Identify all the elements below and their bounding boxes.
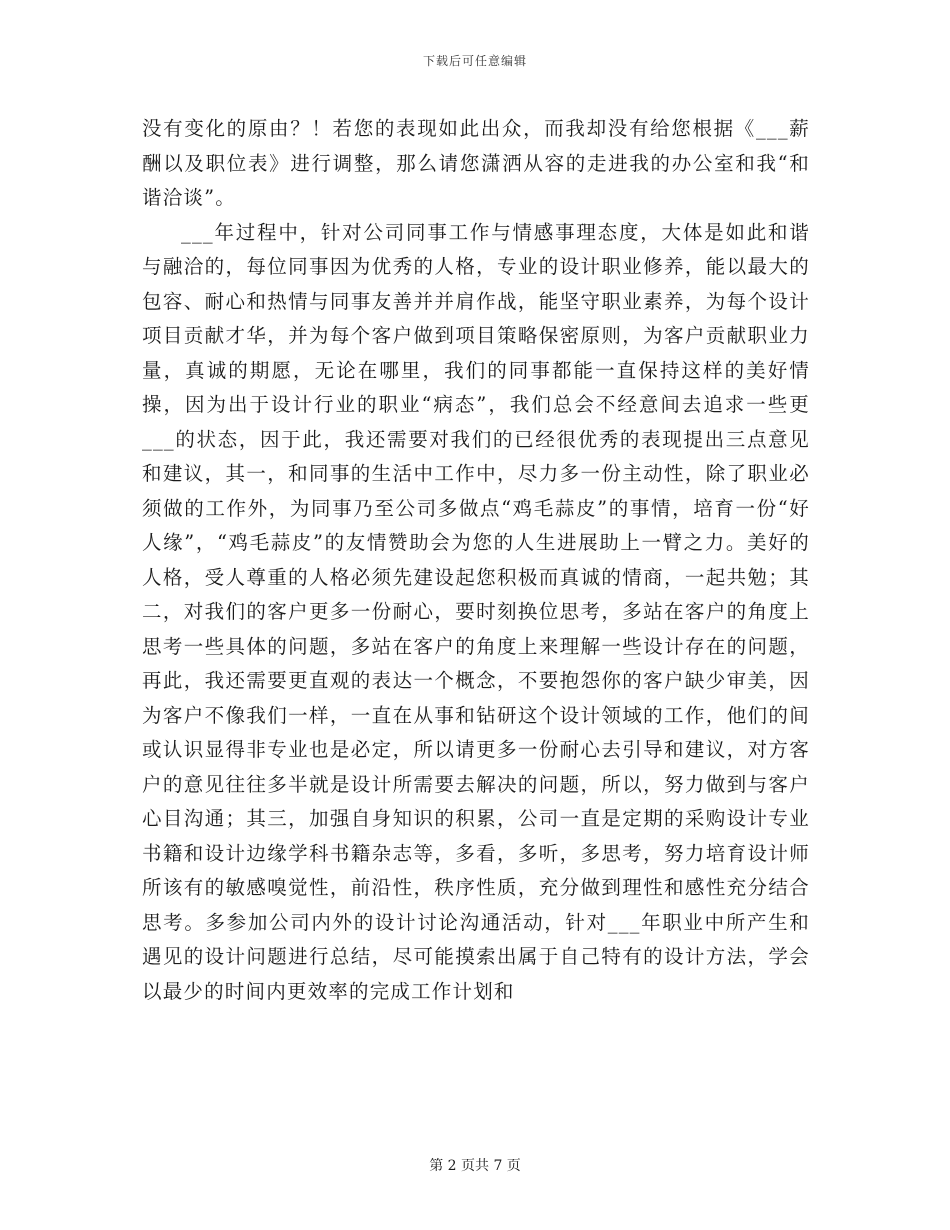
page-header: 下载后可任意编辑 bbox=[422, 54, 527, 68]
document-body bbox=[142, 112, 810, 1009]
paragraph-main: ___年过程中，针对公司同事工作与情感事理态度，大体是如此和谐与融洽的，每位同事因为优秀的人格，专业的设计职业修养，能以最大的包容、耐心和热情与同事友善并并肩作战，能坚守职业素养，为每个设计项目贡献才华，并为每个客户做到项目策略保密原则，为客户贡献职业力量，真诚的期愿，无论在哪里，我们的同事都能一直保持这样的美好情操，因为出于设计行业的职业“病态”，我们总会不经意间去追求一些更___的状态，因于此，我还需要对我们的已经很优秀的表现提出三点意见和建议，其一，和同事的生活中工作中，尽力多一份主动性，除了职业必须做的工作外，为同事乃至公司多做点“鸡毛蒜皮”的事情，培育一份“好人缘”，“鸡毛蒜皮”的友情赞助会为您的人生进展助上一臂之力。美好的人格，受人尊重的人格必须先建设起您积极而真诚的情商，一起共勉；其二，对我们的客户更多一份耐心，要时刻换位思考，多站在客户的角度上思考一些具体的问题，多站在客户的角度上来理解一些设计存在的问题，再此，我还需要更直观的表达一个概念，不要抱怨你的客户缺少审美，因为客户不像我们一样，一直在从事和钻研这个设计领域的工作，他们的间或认识显得非专业也是必定，所以请更多一份耐心去引导和建议，对方客户的意见往往多半就是设计所需要去解决的问题，所以，努力做到与客户心目沟通；其三，加强自身知识的积累，公司一直是定期的采购设计专业书籍和设计边缘学科书籍杂志等，多看，多听，多思考，努力培育设计师所该有的敏感嗅觉性，前沿性，秩序性质，充分做到理性和感性充分结合思考。多参加公司内外的设计讨论沟通活动，针对___年职业中所产生和遇见的设计问题进行总结，尽可能摸索出属于自己特有的设计方法，学会以最少的时间内更效率的完成工作计划和 bbox=[142, 220, 810, 1003]
paragraph-continuation: 没有变化的原由？！若您的表现如此出众，而我却没有给您根据《___薪酬以及职位表》进行调整，那么请您潇洒从容的走进我的办公室和我“和谐洽谈”。 bbox=[142, 117, 810, 209]
page-footer: 第 2 页共 7 页 bbox=[429, 1158, 521, 1174]
